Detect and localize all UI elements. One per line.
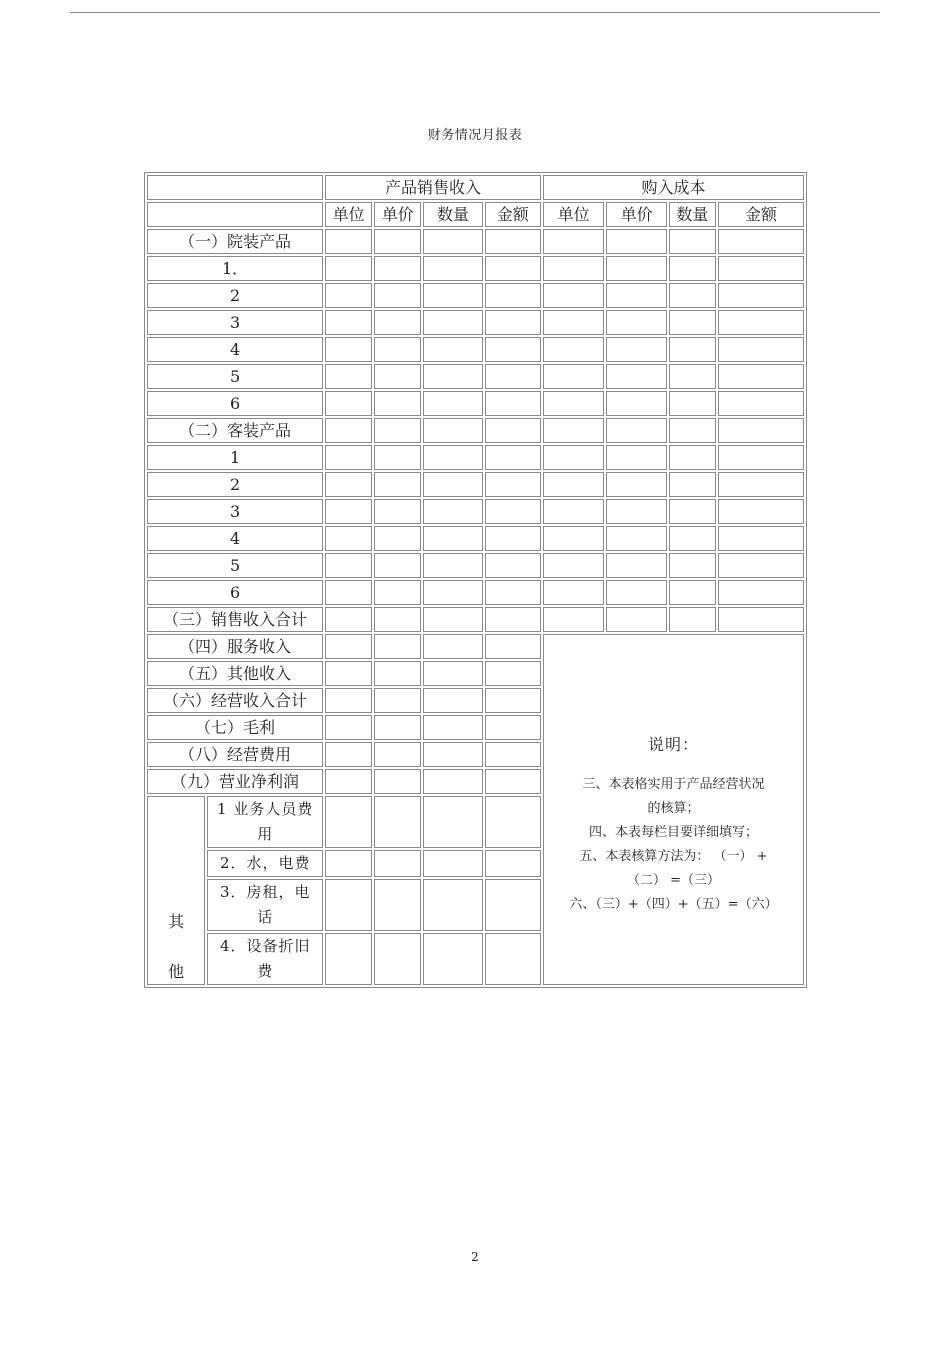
cost-qty-header: 数量 [669, 202, 716, 227]
expense-item-label [207, 879, 323, 931]
product-item-label: 6 [147, 580, 323, 605]
value-input-cell[interactable] [374, 310, 421, 335]
value-input-cell[interactable] [669, 445, 716, 470]
value-input-cell[interactable] [606, 418, 666, 443]
value-input-cell[interactable] [374, 445, 421, 470]
value-input-cell[interactable] [325, 364, 372, 389]
cost-price-header: 单价 [606, 202, 666, 227]
value-input-cell[interactable] [423, 310, 482, 335]
value-input-cell[interactable] [543, 553, 604, 578]
expense-item-label [207, 850, 323, 877]
value-input-cell[interactable] [485, 283, 541, 308]
value-input-cell[interactable] [543, 256, 604, 281]
value-input-cell[interactable] [374, 769, 421, 794]
value-input-cell[interactable] [374, 229, 421, 254]
value-input-cell[interactable] [374, 933, 421, 985]
value-input-cell[interactable] [543, 283, 604, 308]
value-input-cell[interactable] [485, 256, 541, 281]
table-row [147, 310, 804, 335]
value-input-cell[interactable] [485, 796, 541, 848]
value-input-cell[interactable] [423, 850, 482, 877]
value-input-cell[interactable] [606, 553, 666, 578]
value-input-cell[interactable] [606, 526, 666, 551]
value-input-cell[interactable] [325, 688, 372, 713]
value-input-cell[interactable] [423, 688, 482, 713]
value-input-cell[interactable] [669, 580, 716, 605]
value-input-cell[interactable] [325, 418, 372, 443]
value-input-cell[interactable] [374, 879, 421, 931]
value-input-cell[interactable] [606, 391, 666, 416]
value-input-cell[interactable] [423, 364, 482, 389]
value-input-cell[interactable] [325, 229, 372, 254]
value-input-cell[interactable] [325, 607, 372, 632]
product-item-label: 4 [147, 337, 323, 362]
value-input-cell[interactable] [543, 607, 604, 632]
value-input-cell[interactable] [543, 310, 604, 335]
value-input-cell[interactable] [325, 661, 372, 686]
income-row-label: （八）经营费用 [147, 742, 323, 767]
table-row [147, 256, 804, 281]
value-input-cell[interactable] [606, 607, 666, 632]
value-input-cell[interactable] [374, 580, 421, 605]
value-input-cell[interactable] [669, 607, 716, 632]
sales-income-header: 产品销售收入 [325, 175, 541, 200]
value-input-cell[interactable] [485, 310, 541, 335]
value-input-cell[interactable] [325, 472, 372, 497]
value-input-cell[interactable] [543, 229, 604, 254]
value-input-cell[interactable] [423, 607, 482, 632]
value-input-cell[interactable] [325, 879, 372, 931]
section-one-label: （一）院装产品 [147, 229, 323, 254]
value-input-cell[interactable] [543, 526, 604, 551]
value-input-cell[interactable] [669, 553, 716, 578]
value-input-cell[interactable] [325, 715, 372, 740]
value-input-cell[interactable] [325, 283, 372, 308]
value-input-cell[interactable] [374, 472, 421, 497]
value-input-cell[interactable] [669, 526, 716, 551]
cost-unit-header: 单位 [543, 202, 604, 227]
value-input-cell[interactable] [423, 445, 482, 470]
value-input-cell[interactable] [606, 310, 666, 335]
value-input-cell[interactable] [374, 742, 421, 767]
value-input-cell[interactable] [485, 580, 541, 605]
value-input-cell[interactable] [325, 256, 372, 281]
expense-item-line: 话 [257, 908, 274, 926]
value-input-cell[interactable] [718, 229, 804, 254]
table-row [147, 634, 804, 659]
expense-item-line: 费 [257, 962, 274, 980]
value-input-cell[interactable] [485, 499, 541, 524]
product-item-label: 5 [147, 364, 323, 389]
expense-item-label [207, 933, 323, 985]
value-input-cell[interactable] [374, 499, 421, 524]
top-rule [70, 12, 880, 13]
value-input-cell[interactable] [606, 337, 666, 362]
product-item-label: 1 [147, 445, 323, 470]
value-input-cell[interactable] [423, 499, 482, 524]
value-input-cell[interactable] [423, 391, 482, 416]
value-input-cell[interactable] [423, 879, 482, 931]
table-row [147, 418, 804, 443]
value-input-cell[interactable] [325, 580, 372, 605]
value-input-cell[interactable] [718, 337, 804, 362]
value-input-cell[interactable] [718, 499, 804, 524]
value-input-cell[interactable] [718, 526, 804, 551]
notes-line: 六、（三）+（四）+（五）=（六） [569, 897, 778, 912]
value-input-cell[interactable] [543, 337, 604, 362]
value-input-cell[interactable] [423, 661, 482, 686]
notes-line: 五、本表核算方法为： （一） + [579, 849, 768, 864]
table-row [147, 472, 804, 497]
purchase-cost-header: 购入成本 [543, 175, 804, 200]
value-input-cell[interactable] [485, 553, 541, 578]
value-input-cell[interactable] [606, 472, 666, 497]
value-input-cell[interactable] [423, 418, 482, 443]
expense-item-line: 4．设备折旧 [219, 937, 311, 955]
document-title: 财务情况月报表 [427, 128, 523, 143]
notes-heading: 说明： [647, 735, 699, 754]
value-input-cell[interactable] [325, 553, 372, 578]
value-input-cell[interactable] [485, 688, 541, 713]
product-item-label: 2 [147, 283, 323, 308]
value-input-cell[interactable] [423, 580, 482, 605]
expense-item-label [207, 796, 323, 848]
page-number: 2 [471, 1250, 479, 1264]
value-input-cell[interactable] [485, 769, 541, 794]
value-input-cell[interactable] [485, 607, 541, 632]
value-input-cell[interactable] [374, 337, 421, 362]
value-input-cell[interactable] [374, 607, 421, 632]
income-row-label: （四）服务收入 [147, 634, 323, 659]
value-input-cell[interactable] [669, 418, 716, 443]
value-input-cell[interactable] [543, 445, 604, 470]
table-row [147, 364, 804, 389]
value-input-cell[interactable] [718, 472, 804, 497]
value-input-cell[interactable] [606, 364, 666, 389]
value-input-cell[interactable] [423, 283, 482, 308]
value-input-cell[interactable] [606, 580, 666, 605]
value-input-cell[interactable] [325, 310, 372, 335]
value-input-cell[interactable] [325, 337, 372, 362]
income-row-label: （六）经营收入合计 [147, 688, 323, 713]
value-input-cell[interactable] [718, 310, 804, 335]
value-input-cell[interactable] [606, 229, 666, 254]
value-input-cell[interactable] [669, 229, 716, 254]
sales-amount-header: 金额 [485, 202, 541, 227]
table-row [147, 499, 804, 524]
value-input-cell[interactable] [669, 310, 716, 335]
income-row-label: （五）其他收入 [147, 661, 323, 686]
product-item-label: 1． [147, 256, 323, 281]
value-input-cell[interactable] [543, 499, 604, 524]
table-row [147, 337, 804, 362]
value-input-cell[interactable] [374, 391, 421, 416]
value-input-cell[interactable] [325, 769, 372, 794]
value-input-cell[interactable] [374, 796, 421, 848]
value-input-cell[interactable] [374, 715, 421, 740]
value-input-cell[interactable] [718, 580, 804, 605]
value-input-cell[interactable] [485, 661, 541, 686]
table-row [147, 391, 804, 416]
value-input-cell[interactable] [669, 499, 716, 524]
value-input-cell[interactable] [423, 742, 482, 767]
value-input-cell[interactable] [423, 337, 482, 362]
section-two-label: （二）客装产品 [147, 418, 323, 443]
notes-block [543, 634, 804, 985]
product-item-label: 3 [147, 499, 323, 524]
product-item-label: 3 [147, 310, 323, 335]
value-input-cell[interactable] [374, 850, 421, 877]
value-input-cell[interactable] [485, 526, 541, 551]
table-row [147, 580, 804, 605]
value-input-cell[interactable] [325, 634, 372, 659]
sales-total-label: （三）销售收入合计 [147, 607, 323, 632]
value-input-cell[interactable] [423, 553, 482, 578]
income-row-label: （九）营业净利润 [147, 769, 323, 794]
value-input-cell[interactable] [543, 472, 604, 497]
notes-line: 的核算； [647, 801, 700, 816]
value-input-cell[interactable] [718, 256, 804, 281]
value-input-cell[interactable] [423, 472, 482, 497]
expense-item-line: 用 [257, 825, 274, 843]
value-input-cell[interactable] [485, 229, 541, 254]
value-input-cell[interactable] [485, 391, 541, 416]
table-row [147, 229, 804, 254]
sales-unit-header: 单位 [325, 202, 372, 227]
value-input-cell[interactable] [485, 742, 541, 767]
notes-line: （二） =（三） [626, 873, 720, 888]
expense-item-line: 2．水，电费 [219, 854, 311, 872]
value-input-cell[interactable] [374, 418, 421, 443]
value-input-cell[interactable] [485, 850, 541, 877]
value-input-cell[interactable] [423, 634, 482, 659]
value-input-cell[interactable] [423, 256, 482, 281]
value-input-cell[interactable] [374, 364, 421, 389]
value-input-cell[interactable] [423, 715, 482, 740]
financial-report-table [144, 172, 807, 988]
other-expenses-label [147, 796, 205, 985]
value-input-cell[interactable] [543, 580, 604, 605]
value-input-cell[interactable] [374, 553, 421, 578]
product-item-label: 5 [147, 553, 323, 578]
value-input-cell[interactable] [543, 364, 604, 389]
product-item-label: 2 [147, 472, 323, 497]
value-input-cell[interactable] [543, 391, 604, 416]
value-input-cell[interactable] [423, 933, 482, 985]
value-input-cell[interactable] [718, 607, 804, 632]
value-input-cell[interactable] [325, 742, 372, 767]
value-input-cell[interactable] [669, 256, 716, 281]
value-input-cell[interactable] [669, 283, 716, 308]
value-input-cell[interactable] [718, 418, 804, 443]
value-input-cell[interactable] [485, 715, 541, 740]
value-input-cell[interactable] [606, 445, 666, 470]
value-input-cell[interactable] [718, 364, 804, 389]
value-input-cell[interactable] [718, 445, 804, 470]
income-row-label: （七）毛利 [147, 715, 323, 740]
sales-price-header: 单价 [374, 202, 421, 227]
value-input-cell[interactable] [325, 499, 372, 524]
value-input-cell[interactable] [718, 283, 804, 308]
value-input-cell[interactable] [606, 499, 666, 524]
notes-line: 三、本表格实用于产品经营状况 [582, 777, 765, 792]
value-input-cell[interactable] [423, 526, 482, 551]
value-input-cell[interactable] [423, 229, 482, 254]
other-label-top: 其 [168, 912, 185, 931]
product-item-label: 4 [147, 526, 323, 551]
value-input-cell[interactable] [374, 283, 421, 308]
value-input-cell[interactable] [485, 364, 541, 389]
value-input-cell[interactable] [718, 391, 804, 416]
value-input-cell[interactable] [325, 850, 372, 877]
value-input-cell[interactable] [606, 283, 666, 308]
value-input-cell[interactable] [374, 634, 421, 659]
value-input-cell[interactable] [669, 472, 716, 497]
value-input-cell[interactable] [485, 933, 541, 985]
value-input-cell[interactable] [325, 391, 372, 416]
value-input-cell[interactable] [374, 688, 421, 713]
table-row [147, 553, 804, 578]
sales-qty-header: 数量 [423, 202, 482, 227]
value-input-cell[interactable] [325, 796, 372, 848]
table-row [147, 283, 804, 308]
value-input-cell[interactable] [485, 418, 541, 443]
value-input-cell[interactable] [423, 769, 482, 794]
value-input-cell[interactable] [718, 553, 804, 578]
value-input-cell[interactable] [669, 337, 716, 362]
value-input-cell[interactable] [669, 364, 716, 389]
table-row [147, 607, 804, 632]
cost-amount-header: 金额 [718, 202, 804, 227]
value-input-cell[interactable] [485, 337, 541, 362]
value-input-cell[interactable] [374, 526, 421, 551]
notes-line: 四、本表每栏目要详细填写； [588, 825, 758, 840]
expense-item-line: 3．房租，电 [219, 883, 311, 901]
header-blank-cell [147, 202, 323, 227]
value-input-cell[interactable] [485, 445, 541, 470]
value-input-cell[interactable] [325, 445, 372, 470]
other-label-bottom: 他 [168, 962, 185, 981]
table-row [147, 526, 804, 551]
value-input-cell[interactable] [669, 391, 716, 416]
value-input-cell[interactable] [423, 796, 482, 848]
table-row [147, 445, 804, 470]
value-input-cell[interactable] [325, 526, 372, 551]
header-blank-cell [147, 175, 323, 200]
value-input-cell[interactable] [485, 879, 541, 931]
value-input-cell[interactable] [485, 634, 541, 659]
value-input-cell[interactable] [485, 472, 541, 497]
value-input-cell[interactable] [543, 418, 604, 443]
value-input-cell[interactable] [606, 256, 666, 281]
value-input-cell[interactable] [325, 933, 372, 985]
product-item-label: 6 [147, 391, 323, 416]
value-input-cell[interactable] [374, 661, 421, 686]
value-input-cell[interactable] [374, 256, 421, 281]
expense-item-line: 1 业务人员费 [217, 800, 314, 818]
